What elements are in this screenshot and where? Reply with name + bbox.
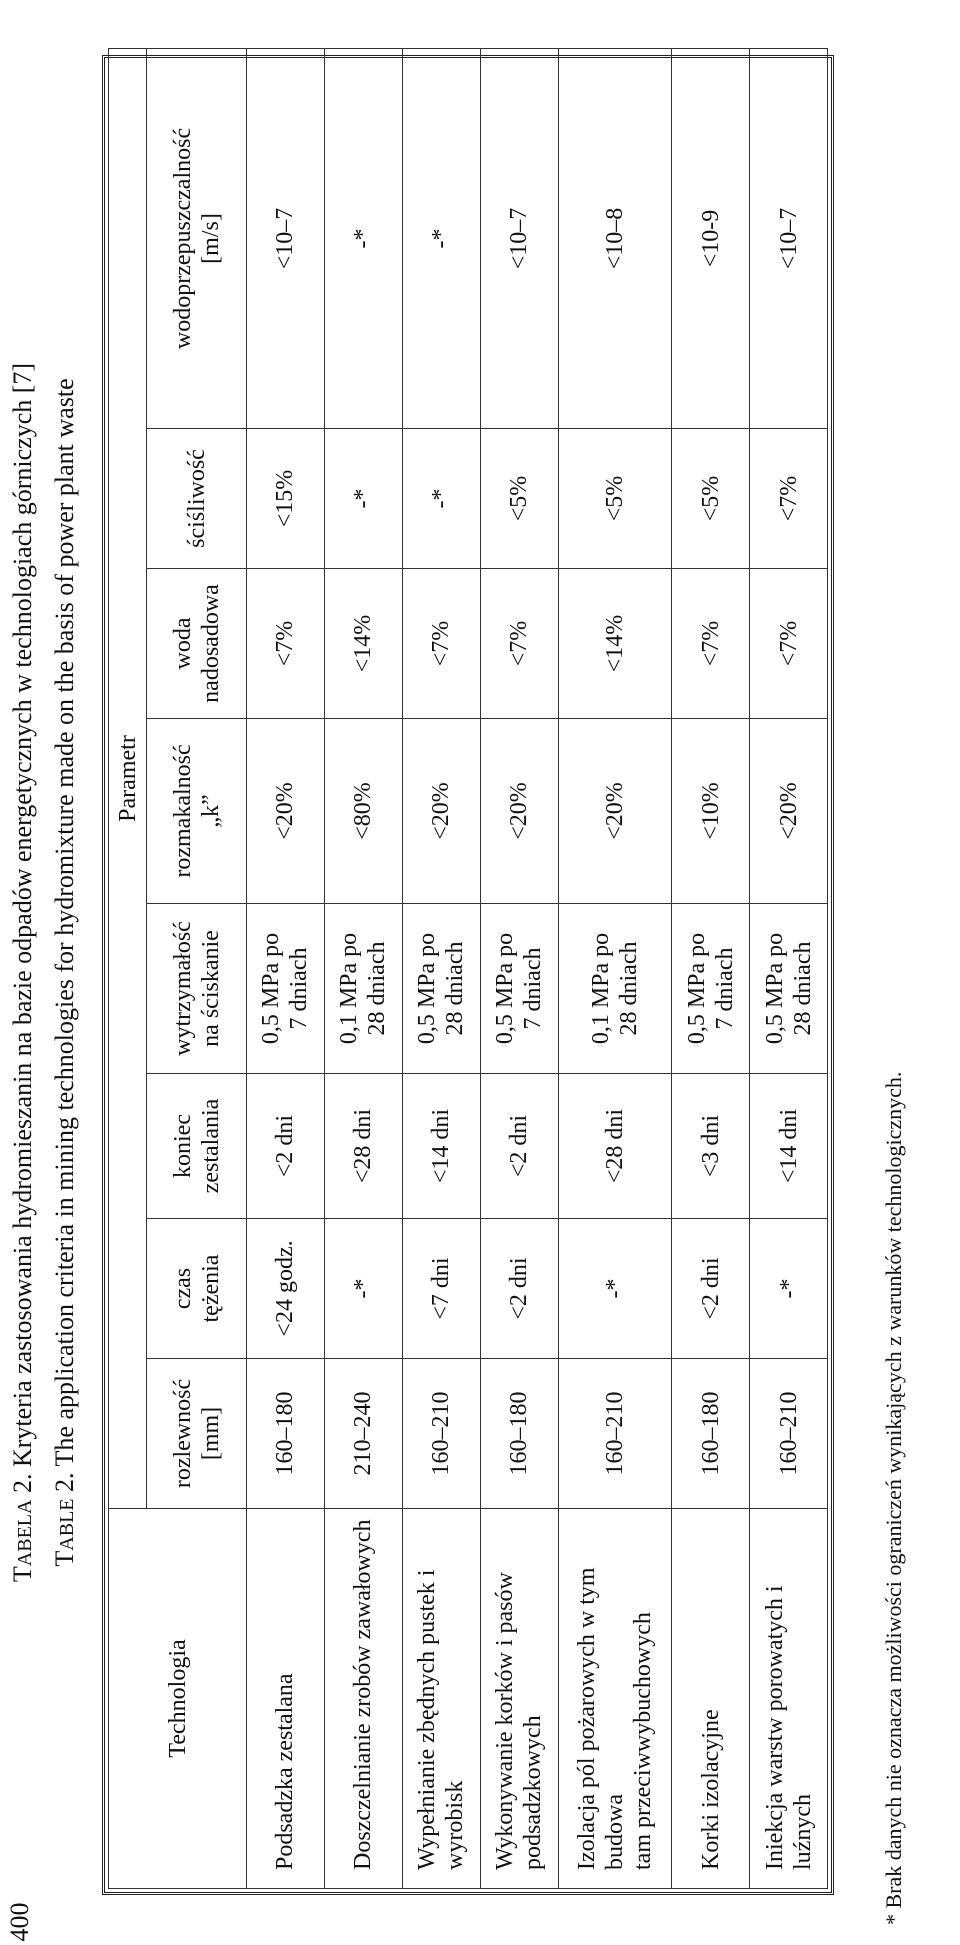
column-header-line1: koniec	[169, 1114, 196, 1178]
value-cell: <10%	[672, 719, 750, 904]
column-header-line2: nadosadowa	[197, 584, 224, 703]
value-cell: <24 godz.	[247, 1219, 325, 1359]
value-cell: <7%	[750, 429, 828, 569]
value-cell: -*	[402, 429, 480, 569]
cell-line: Wypełnianie zbędnych pustek i wyrobisk	[414, 1569, 469, 1870]
value-cell: -*	[324, 429, 402, 569]
technology-cell	[480, 1509, 558, 1889]
cell-line: Izolacja pól pożarowych w tym budowa	[573, 1567, 628, 1870]
cell-line: 28 dniach	[364, 941, 391, 1036]
column-header-line1: czas	[169, 1267, 196, 1310]
column-header-line1: wytrzymałość	[169, 921, 196, 1056]
value-cell: 160–180	[672, 1359, 750, 1509]
cell-line: Iniekcja warstw porowatych i luźnych	[761, 1585, 816, 1870]
cell-line: 7 dniach	[711, 947, 738, 1030]
caption-en-lead: T	[50, 1550, 79, 1567]
caption-pl-small-caps: ABELA	[14, 1499, 36, 1567]
cell-line: 0,5 MPa po	[492, 932, 519, 1045]
cell-line: Doszczelnianie zrobów zawałowych	[350, 1519, 377, 1870]
cell-line: podsadzkowych	[520, 1715, 547, 1870]
cell-line: 0,5 MPa po	[683, 932, 710, 1045]
column-header	[147, 1359, 247, 1509]
value-cell: <2 dni	[480, 1074, 558, 1219]
technology-cell	[558, 1509, 672, 1889]
value-cell: <20%	[247, 719, 325, 904]
cell-line: 0,5 MPa po	[258, 932, 285, 1045]
column-header	[147, 49, 247, 429]
value-cell: <10–7	[480, 49, 558, 429]
table-row	[672, 49, 750, 1889]
column-header-line2: [m/s]	[197, 213, 224, 264]
value-cell: 160–180	[480, 1359, 558, 1509]
cell-line: 0,5 MPa po	[414, 932, 441, 1045]
value-cell: <10-9	[672, 49, 750, 429]
column-header-line2: na ściskanie	[197, 930, 224, 1047]
cell-line: Korki izolacyjne	[697, 1709, 724, 1870]
page-number: 400	[5, 1902, 34, 1942]
cell-line: 7 dniach	[520, 947, 547, 1030]
table-row	[558, 49, 672, 1889]
value-cell: <7%	[750, 569, 828, 719]
value-cell: <28 dni	[324, 1074, 402, 1219]
value-cell: -*	[402, 49, 480, 429]
value-cell: <20%	[480, 719, 558, 904]
column-header-line1: rozlewność	[169, 1378, 196, 1489]
table-row	[750, 49, 828, 1889]
cell-line: Podsadzka zestalana	[272, 1673, 299, 1870]
value-cell	[324, 904, 402, 1074]
technology-cell	[750, 1509, 828, 1889]
cell-line: 0,5 MPa po	[761, 932, 788, 1045]
table-row	[324, 49, 402, 1889]
value-cell: <20%	[402, 719, 480, 904]
value-cell: <5%	[480, 429, 558, 569]
table-caption-english	[48, 0, 84, 1945]
value-cell: -*	[324, 1219, 402, 1359]
value-cell	[750, 904, 828, 1074]
value-cell: <7%	[247, 569, 325, 719]
value-cell: <3 dni	[672, 1074, 750, 1219]
technology-cell	[402, 1509, 480, 1889]
value-cell: -*	[750, 1219, 828, 1359]
value-cell: -*	[558, 1219, 672, 1359]
value-cell	[558, 904, 672, 1074]
value-cell: <5%	[672, 429, 750, 569]
column-header-line2: tężenia	[197, 1254, 224, 1323]
parameter-header: Parametr	[109, 49, 147, 1509]
cell-line: 28 dniach	[789, 941, 816, 1036]
value-cell: <14%	[558, 569, 672, 719]
cell-line: tam przeciwwybuchowych	[629, 1612, 656, 1870]
table-footnote: * Brak danych nie oznacza możliwości ograniczeń wynikających z warunków technologicznych.	[881, 1071, 906, 1925]
value-cell: 160–180	[247, 1359, 325, 1509]
value-cell: <10–7	[247, 49, 325, 429]
value-cell: <20%	[558, 719, 672, 904]
value-cell: <14 dni	[750, 1074, 828, 1219]
value-cell: <7%	[672, 569, 750, 719]
value-cell: <2 dni	[480, 1219, 558, 1359]
column-header-line1: rozmakalność	[169, 744, 196, 878]
value-cell: <80%	[324, 719, 402, 904]
column-header-line2: [mm]	[197, 1406, 224, 1461]
caption-pl-rest: 2. Kryteria zastosowania hydromieszanin na bazie odpadów energetycznych w technologiach górniczych [7]	[8, 362, 37, 1500]
value-cell: <7%	[480, 569, 558, 719]
value-cell: <7%	[402, 569, 480, 719]
technology-cell	[672, 1509, 750, 1889]
value-cell	[402, 904, 480, 1074]
cell-line: Wykonywanie korków i pasów	[492, 1572, 519, 1870]
value-cell: <10–8	[558, 49, 672, 429]
technology-cell	[247, 1509, 325, 1889]
value-cell	[480, 904, 558, 1074]
table-body	[247, 49, 828, 1889]
caption-en-small-caps: ABLE	[56, 1498, 78, 1551]
value-cell: 160–210	[402, 1359, 480, 1509]
column-header	[147, 1219, 247, 1359]
cell-line: 28 dniach	[615, 941, 642, 1036]
value-cell: <14%	[324, 569, 402, 719]
column-header-line1: woda	[169, 617, 196, 670]
column-header-line2: „k”	[197, 794, 224, 828]
column-header	[147, 569, 247, 719]
technology-cell	[324, 1509, 402, 1889]
value-cell	[672, 904, 750, 1074]
cell-line: 0,1 MPa po	[336, 932, 363, 1045]
value-cell: 160–210	[750, 1359, 828, 1509]
table-row	[480, 49, 558, 1889]
table-header-row-1	[109, 49, 147, 1889]
column-header	[147, 904, 247, 1074]
caption-en-rest: 2. The application criteria in mining technologies for hydromixture made on the basis of power plant waste	[50, 378, 79, 1499]
value-cell	[247, 904, 325, 1074]
cell-line: 7 dniach	[286, 947, 313, 1030]
value-cell: <10–7	[750, 49, 828, 429]
table-caption-polish	[6, 0, 42, 1945]
value-cell: <2 dni	[247, 1074, 325, 1219]
value-cell: <28 dni	[558, 1074, 672, 1219]
technology-header: Technologia	[109, 1509, 247, 1889]
value-cell: -*	[324, 49, 402, 429]
column-header-line1: wodoprzepuszczalność	[169, 127, 196, 350]
criteria-table	[108, 48, 828, 1889]
column-header-line1: ściśliwość	[183, 449, 210, 548]
value-cell: <20%	[750, 719, 828, 904]
value-cell: <15%	[247, 429, 325, 569]
criteria-table-frame	[102, 55, 834, 1895]
cell-line: 28 dniach	[442, 941, 469, 1036]
value-cell: <5%	[558, 429, 672, 569]
cell-line: 0,1 MPa po	[587, 932, 614, 1045]
column-header-line2: zestalania	[197, 1098, 224, 1194]
value-cell: <2 dni	[672, 1219, 750, 1359]
table-row	[402, 49, 480, 1889]
value-cell: 210–240	[324, 1359, 402, 1509]
value-cell: 160–210	[558, 1359, 672, 1509]
column-header	[147, 429, 247, 569]
column-header	[147, 1074, 247, 1219]
value-cell: <7 dni	[402, 1219, 480, 1359]
column-header	[147, 719, 247, 904]
caption-pl-lead: T	[8, 1566, 37, 1583]
value-cell: <14 dni	[402, 1074, 480, 1219]
table-row	[247, 49, 325, 1889]
